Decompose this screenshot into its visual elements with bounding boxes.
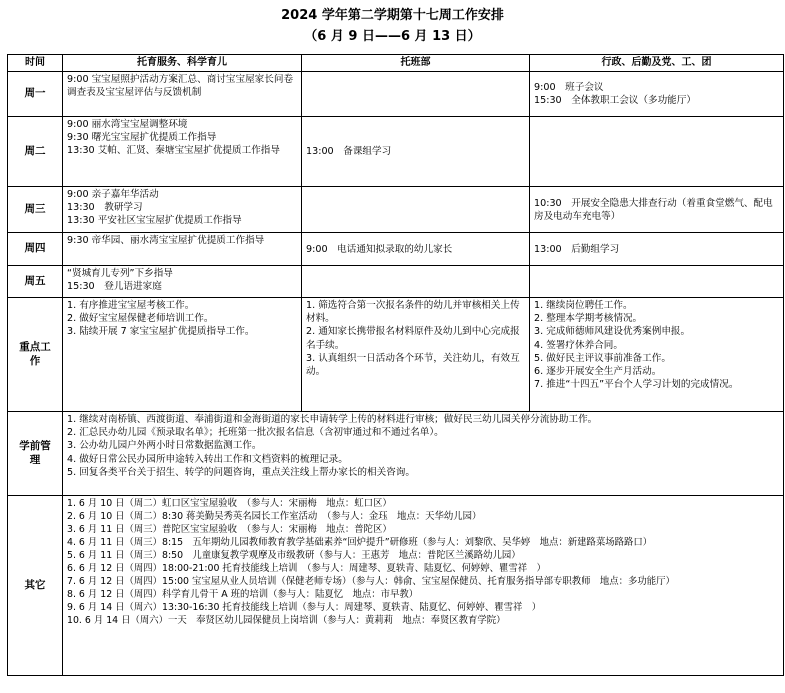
- table-row-other: [8, 496, 784, 676]
- document-title: 2024 学年第二学期第十七周工作安排: [281, 8, 504, 23]
- nursery-cell: [302, 233, 530, 266]
- list-item: 9. 6 月 14 日（周六）13:30-16:30 托育技能线上培训（参与人：周建琴、夏轶青、陆夏忆、何婷婷、瞿雪祥 ）: [67, 602, 542, 613]
- table-row-wednesday: [8, 187, 784, 233]
- list-item: 1. 有序推进宝宝屋考核工作。: [67, 300, 195, 311]
- schedule-item: “贤城育儿专列”下乡指导: [67, 268, 173, 279]
- schedule-item: 10:30 开展安全隐患大排查行动（着重食堂燃气、配电房及电动车充电等）: [534, 197, 773, 222]
- header-childcare: 托育服务、科学育儿: [63, 55, 302, 72]
- table-row-friday: [8, 266, 784, 298]
- schedule-item: 13:30 艾帕、汇贤、秦塘宝宝屋扩优提质工作指导: [67, 145, 280, 157]
- list-item: 10. 6 月 14 日（周六）一天 奉贤区幼儿园保健员上岗培训（参与人：黄莉莉 地点：奉贤区教育学院）: [67, 615, 506, 626]
- admin-cell: [530, 117, 784, 187]
- schedule-item: 9:00 电话通知拟录取的幼儿家长: [306, 243, 453, 255]
- nursery-cell: [302, 266, 530, 298]
- document-subtitle: （6 月 9 日——6 月 13 日）: [304, 29, 481, 44]
- list-item: 5. 做好民主评议事前准备工作。: [534, 352, 671, 364]
- list-item: 7. 推进“十四五”平台个人学习计划的完成情况。: [534, 379, 739, 391]
- table-row-preschool: [8, 412, 784, 496]
- list-item: 1. 继续对南桥镇、西渡街道、奉浦街道和金海街道的家长申请转学上传的材料进行审核；做好民三幼儿园关停分流协助工作。: [67, 414, 598, 425]
- list-item: 5. 回复各类平台关于招生、转学的问题咨询，重点关注线上帮办家长的相关咨询。: [67, 466, 415, 478]
- list-item: 4. 做好日常公民办园所申途转入转出工作和文档资料的梳理记录。: [67, 453, 348, 465]
- table-row-tuesday: [8, 117, 784, 187]
- preschool-label: 学前管理: [8, 412, 63, 496]
- preschool-cell: [63, 412, 784, 496]
- childcare-cell: [63, 72, 302, 117]
- other-label: 其它: [8, 496, 63, 676]
- list-item: 1. 6 月 10 日（周二）虹口区宝宝屋验收 （参与人：宋丽梅 地点：虹口区）: [67, 498, 392, 509]
- list-item: 1. 继续岗位聘任工作。: [534, 300, 633, 311]
- header-nursery: 托班部: [302, 55, 530, 72]
- table-header-row: [8, 55, 784, 72]
- admin-cell: [530, 266, 784, 298]
- list-item: 2. 6 月 10 日（周二）8:30 蒋美勤吴秀英名园长工作室活动 （参与人：金珏 地点：天华幼儿园）: [67, 511, 482, 522]
- day-label: 周二: [8, 117, 63, 187]
- header-time: 时间: [8, 55, 63, 72]
- day-label: 周四: [8, 233, 63, 266]
- schedule-item: 13:30 教研学习: [67, 202, 143, 214]
- schedule-table: [7, 54, 784, 676]
- childcare-cell: [63, 233, 302, 266]
- schedule-item: 15:30 全体教职工会议（多功能厅）: [534, 95, 696, 107]
- list-item: 2. 通知家长携带报名材料原件及幼儿到中心完成报名手续。: [306, 326, 520, 351]
- list-item: 5. 6 月 11 日（周三）8:50 儿童康复教学观摩及市级教研（参与人：王惠芳 地点：普陀区兰溪路幼儿园）: [67, 550, 521, 561]
- list-item: 1. 筛选符合第一次报名条件的幼儿并审核相关上传材料。: [306, 300, 520, 325]
- schedule-item: 15:30 登儿语进家庭: [67, 281, 162, 293]
- table-row-monday: [8, 72, 784, 117]
- day-label: 周三: [8, 187, 63, 233]
- admin-cell: [530, 187, 784, 233]
- admin-cell: [530, 233, 784, 266]
- childcare-cell: [63, 187, 302, 233]
- list-item: 4. 签署疗休养合同。: [534, 339, 623, 351]
- list-item: 6. 逐步开展安全生产月活动。: [534, 366, 662, 378]
- schedule-item: 13:30 平安社区宝宝屋扩优提质工作指导: [67, 215, 242, 227]
- header-admin: 行政、后勤及党、工、团: [530, 55, 784, 72]
- childcare-cell: [63, 117, 302, 187]
- schedule-item: 9:00 宝宝屋照护活动方案汇总、商讨宝宝屋家长问卷调查表及宝宝屋评估与反馈机制: [67, 74, 294, 99]
- childcare-cell: [63, 298, 302, 412]
- list-item: 3. 认真组织一日活动各个环节，关注幼儿，有效互动。: [306, 352, 520, 378]
- schedule-item: 9:00 丽水湾宝宝屋调整环境: [67, 119, 188, 130]
- key-work-label: 重点工作: [8, 298, 63, 412]
- schedule-item: 9:30 帝华园、丽水湾宝宝屋扩优提质工作指导: [67, 235, 265, 246]
- nursery-cell: [302, 187, 530, 233]
- schedule-item: 13:00 备课组学习: [306, 146, 392, 158]
- list-item: 2. 做好宝宝屋保健老师培训工作。: [67, 313, 214, 325]
- table-row-thursday: [8, 233, 784, 266]
- list-item: 2. 汇总民办幼儿园《预录取名单》；托班第一批次报名信息（含初审通过和不通过名单）。: [67, 427, 444, 439]
- day-label: 周一: [8, 72, 63, 117]
- table-row-key-work: [8, 298, 784, 412]
- list-item: 3. 完成师德师风建设优秀案例申报。: [534, 326, 691, 338]
- schedule-item: 9:30 曙光宝宝屋扩优提质工作指导: [67, 132, 217, 144]
- day-label: 周五: [8, 266, 63, 298]
- schedule-item: 9:00 班子会议: [534, 82, 604, 93]
- nursery-cell: [302, 117, 530, 187]
- schedule-item: 9:00 亲子嘉年华活动: [67, 189, 159, 200]
- nursery-cell: [302, 298, 530, 412]
- list-item: 6. 6 月 12 日（周四）18:00-21:00 托育技能线上培训 （参与人：周建琴、夏轶青、陆夏忆、何婷婷、瞿雪祥 ）: [67, 563, 546, 574]
- list-item: 2. 整理本学期考核情况。: [534, 313, 643, 325]
- admin-cell: [530, 298, 784, 412]
- other-cell: [63, 496, 784, 676]
- nursery-cell: [302, 72, 530, 117]
- list-item: 3. 6 月 11 日（周三）普陀区宝宝屋验收 （参与人：宋丽梅 地点：普陀区）: [67, 524, 392, 535]
- list-item: 4. 6 月 11 日（周三）8:15 五年期幼儿园教师教育教学基础素养“回炉提升”研修班（参与人：刘黎欣、吴华婷 地点：新建路菜场路路口）: [67, 537, 653, 548]
- list-item: 7. 6 月 12 日（周四）15:00 宝宝屋从业人员培训（保健老师专场）（参与人：韩俞、宝宝屋保健员、托育服务指导部专职教师 地点：多功能厅）: [67, 576, 675, 587]
- admin-cell: [530, 72, 784, 117]
- list-item: 8. 6 月 12 日（周四）科学育儿骨干 A 班的培训（参与人：陆夏忆 地点：市早教）: [67, 589, 419, 600]
- list-item: 3. 陆续开展 7 家宝宝屋扩优提质指导工作。: [67, 326, 255, 338]
- schedule-item: 13:00 后勤组学习: [534, 243, 620, 255]
- list-item: 3. 公办幼儿园户外两小时日常数据监测工作。: [67, 440, 262, 452]
- childcare-cell: [63, 266, 302, 298]
